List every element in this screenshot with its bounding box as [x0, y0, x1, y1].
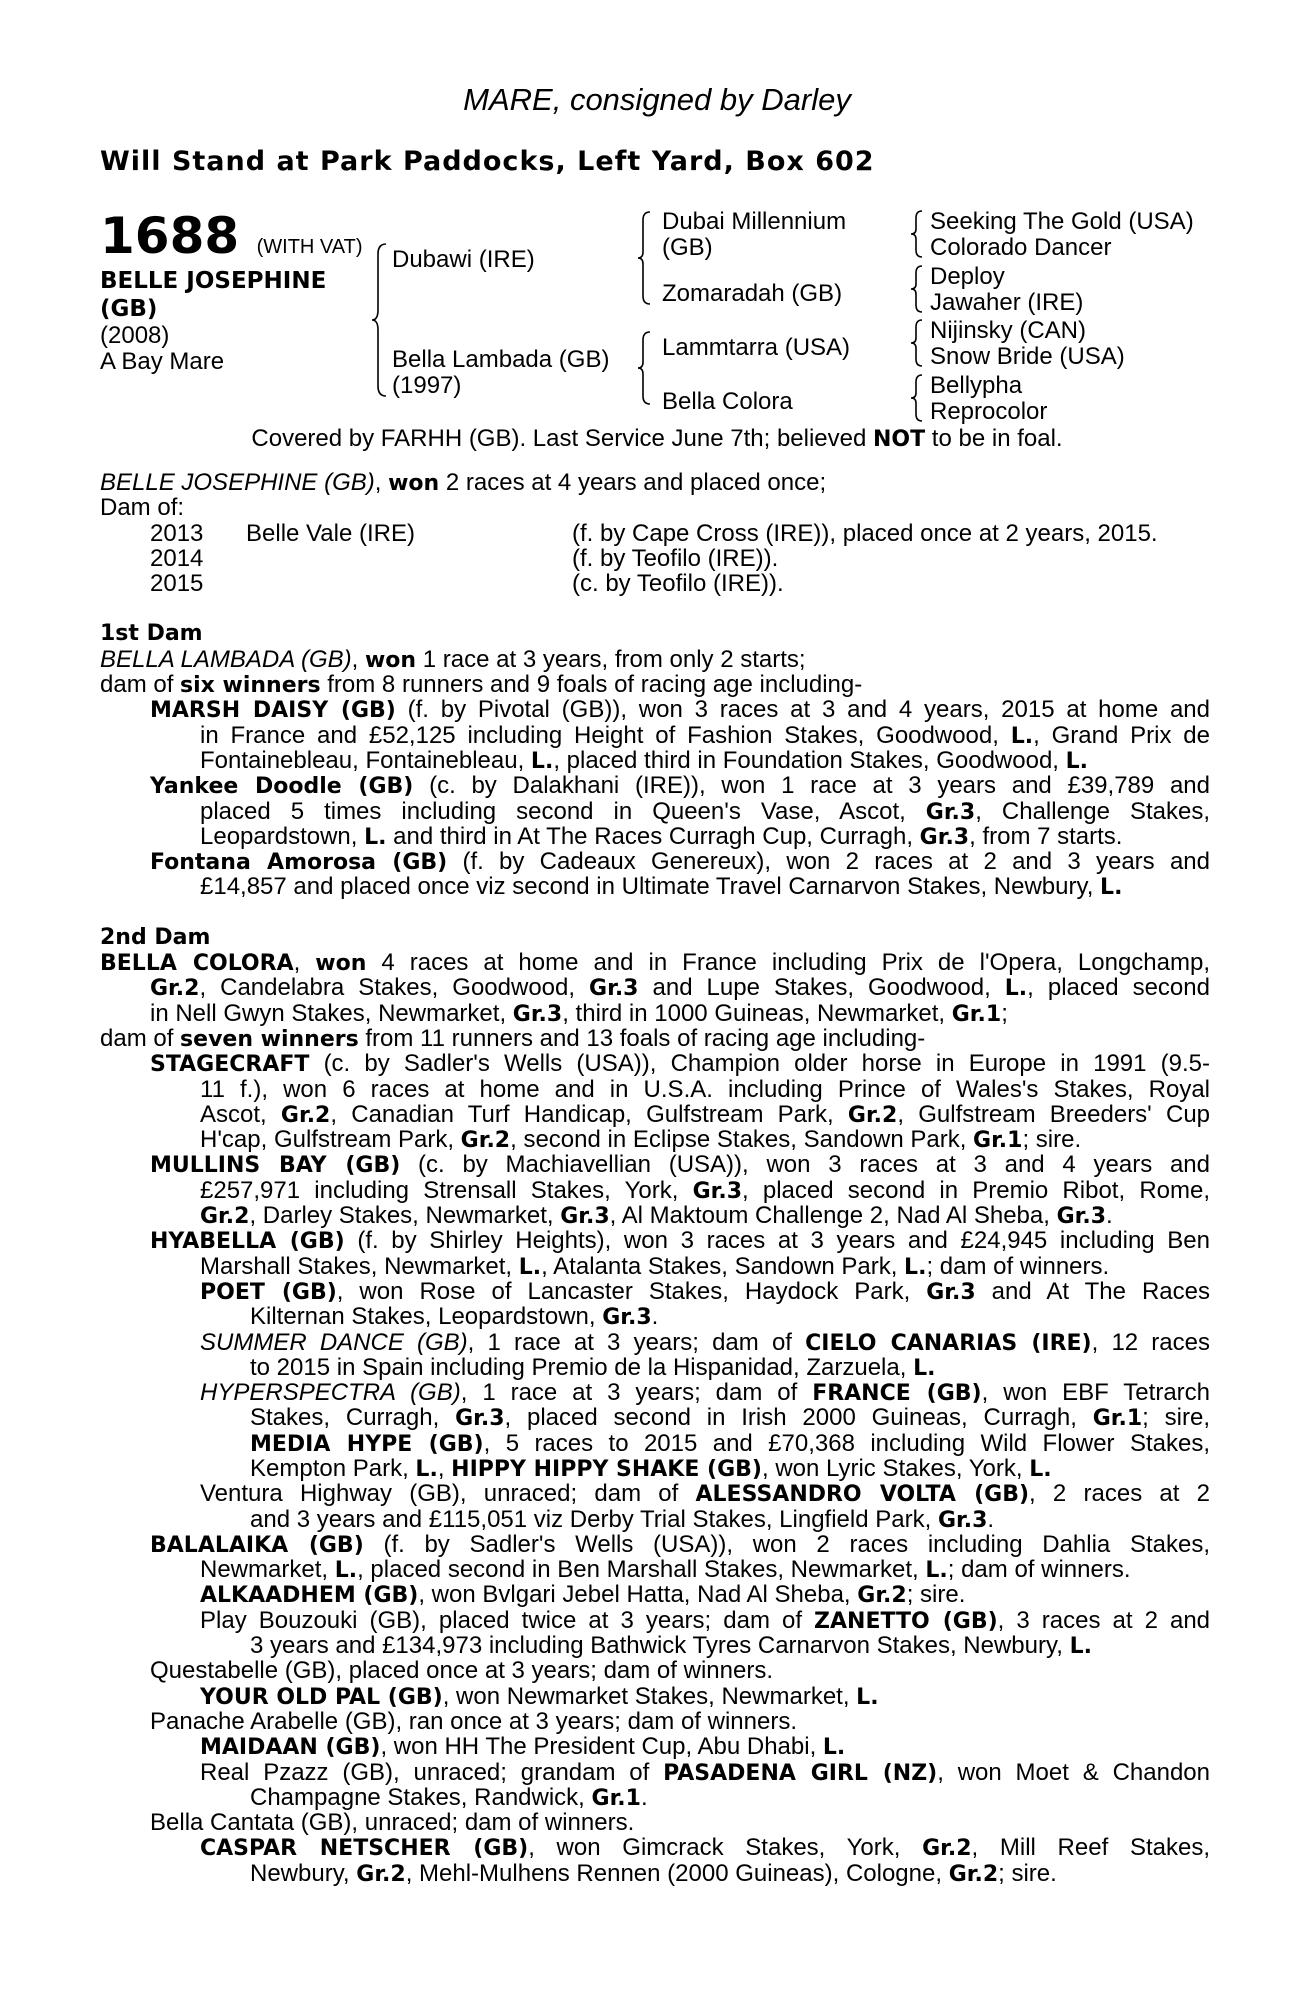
entry-text: , Mehl-Mulhens Rennen (2000 Guineas), Cologne,: [405, 1859, 949, 1887]
horse-name: POET (GB): [200, 1279, 337, 1305]
covering-text: Covered by FARHH (GB). Last Service June 7th; believed: [251, 425, 874, 452]
produce-entry-cont: [100, 1633, 1210, 1658]
pedigree-g1: Seeking The Gold (USA): [930, 208, 1194, 235]
second-dam-heading: 2nd Dam: [100, 924, 211, 950]
produce-entry: [100, 849, 1210, 874]
entry-text: 4 races at home and in France including Prix de l'Opera, Longchamp,: [366, 949, 1210, 977]
mare-record: 2 races at 4 years and placed once;: [439, 469, 827, 496]
produce-entry-cont: [100, 799, 1210, 824]
entry-text: ; sire.: [998, 1859, 1057, 1887]
sep: ,: [293, 949, 316, 977]
produce-entry-cont: [100, 1203, 1210, 1228]
first-dam-summary: [100, 647, 1210, 672]
entry-text: , 1 race at 3 years; dam of: [467, 1328, 806, 1356]
entry-text: (f. by Cadeaux Genereux), won 2 races at 2 and 3 years and: [447, 848, 1210, 876]
horse-name: ALKAADHEM (GB): [200, 1583, 419, 1609]
second-dam-name: BELLA COLORA: [100, 951, 294, 977]
entry-text: Stakes, Curragh,: [250, 1404, 456, 1432]
runners-text: from 11 runners and 13 foals of racing age including-: [358, 1024, 926, 1052]
entry-text: (c. by Dalakhani (IRE)), won 1 race at 3 years and £39,789 and: [413, 772, 1210, 800]
won-label: won: [364, 647, 417, 673]
won-label: won: [388, 471, 440, 496]
pedigree-dam-year: (1997): [392, 372, 462, 399]
entry-text: Kilternan Stakes, Leopardstown,: [250, 1303, 603, 1331]
first-dam-name: BELLA LAMBADA (GB): [100, 645, 352, 673]
entry-text: ; dam of winners.: [947, 1556, 1131, 1584]
produce-row: [100, 521, 1210, 546]
entry-text: Play Bouzouki (GB), placed twice at 3 years; dam of: [200, 1606, 815, 1634]
produce-entry: [100, 1608, 1210, 1633]
entry-text: (c. by Sadler's Wells (USA)), Champion older horse in Europe in 1991 (9.5-: [309, 1050, 1210, 1078]
horse-description: A Bay Mare: [100, 348, 225, 375]
produce-entry: [100, 1279, 1210, 1304]
entry-text: (f. by Pivotal (GB)), won 3 races at 3 and 4 years, 2015 at home and: [395, 696, 1210, 724]
entry-text: , placed second in Irish 2000 Guineas, Curragh,: [504, 1404, 1093, 1432]
pedigree-g7: Bellypha: [930, 372, 1023, 399]
grade: L.: [1100, 875, 1123, 901]
second-dam-summary-cont: [100, 1001, 1210, 1026]
second-dam-summary-cont: [100, 975, 1210, 1000]
lot-number-value: 1688: [100, 207, 240, 265]
produce-entry-cont: [100, 1127, 1210, 1152]
entry-text: ; dam of winners.: [926, 1252, 1110, 1280]
entry-text: ; sire,: [1142, 1404, 1210, 1432]
sep: ,: [351, 645, 365, 673]
covering-note: [0, 425, 1314, 454]
grade: Gr.3: [589, 976, 639, 1002]
grade: L.: [415, 1456, 438, 1482]
entry-text: , placed second: [1027, 974, 1210, 1002]
horse-name: Yankee Doodle (GB): [150, 774, 414, 800]
grade: Gr.3: [602, 1305, 652, 1331]
produce-entry-cont: [100, 874, 1210, 899]
grade: L.: [530, 748, 554, 774]
second-dam-produce: [100, 1026, 1210, 1051]
produce-entry-cont: [100, 1557, 1210, 1582]
entry-text: ,: [437, 1454, 452, 1482]
pedigree-brace-g4: [910, 372, 924, 424]
horse-name: BALALAIKA (GB): [150, 1532, 364, 1558]
entry-text: , won Bvlgari Jebel Hatta, Nad Al Sheba,: [418, 1581, 858, 1609]
covering-tail: to be in foal.: [925, 425, 1063, 452]
entry-text: Kempton Park,: [250, 1454, 416, 1482]
produce-entry: [100, 1330, 1210, 1355]
pedigree-brace-g3: [910, 317, 924, 369]
grade: Gr.1: [973, 1128, 1023, 1154]
produce-entry: Bella Cantata (GB), unraced; dam of winners.: [150, 1809, 635, 1837]
entry-text: , Darley Stakes, Newmarket,: [249, 1202, 561, 1230]
produce-entry: Questabelle (GB), placed once at 3 years; dam of winners.: [150, 1657, 773, 1685]
entry-text: , Atalanta Stakes, Sandown Park,: [541, 1252, 905, 1280]
entry-text: Newmarket,: [200, 1556, 335, 1584]
grade: L.: [913, 1355, 936, 1381]
pedigree-dam: Bella Lambada (GB): [392, 346, 610, 373]
grade: Gr.3: [925, 799, 976, 825]
horse-year: (2008): [100, 322, 170, 349]
horse-name: HIPPY HIPPY SHAKE (GB): [451, 1456, 762, 1482]
entry-text: , won Lyric Stakes, York,: [761, 1454, 1030, 1482]
produce-entry-cont: 11 f.), won 6 races at home and in U.S.A. including Prince of Wales's Stakes, Royal: [200, 1075, 1210, 1103]
horse-name: YOUR OLD PAL (GB): [200, 1684, 443, 1710]
entry-text: Fontainebleau, Fontainebleau,: [200, 746, 531, 774]
grade: Gr.3: [919, 824, 970, 850]
covering-not: NOT: [873, 427, 926, 452]
entry-text: ; sire.: [1022, 1126, 1082, 1154]
won-label: won: [315, 951, 367, 977]
grade: L.: [1029, 1456, 1052, 1482]
produce-entry: [100, 1684, 1210, 1709]
produce-year: 2014: [150, 544, 204, 572]
pedigree-g6: Snow Bride (USA): [930, 343, 1125, 370]
pedigree-brace-sire: [637, 208, 653, 308]
produce-entry-cont: [100, 1785, 1210, 1810]
entry-text: , Candelabra Stakes, Goodwood,: [199, 974, 590, 1002]
entry-text: , from 7 starts.: [969, 822, 1123, 850]
horse-name: SUMMER DANCE (GB): [200, 1328, 468, 1356]
produce-entry-cont: [100, 1431, 1210, 1456]
entry-text: , won Moet & Chandon: [937, 1758, 1210, 1786]
entry-text: .: [640, 1783, 648, 1811]
horse-name: MARSH DAISY (GB): [150, 698, 396, 724]
horse-name: STAGECRAFT: [150, 1052, 310, 1078]
produce-entry-cont: [100, 1102, 1210, 1127]
entry-text: in France and £52,125 including Height of Fashion Stakes, Goodwood,: [200, 721, 1011, 749]
entry-text: and 3 years and £115,051 viz Derby Trial Stakes, Lingfield Park,: [250, 1505, 938, 1533]
horse-name: ZANETTO (GB): [814, 1608, 998, 1634]
grade: Gr.3: [937, 1507, 988, 1533]
entry-text: Ascot,: [200, 1100, 281, 1128]
grade: Gr.2: [356, 1861, 406, 1887]
pedigree-brace-dam: [637, 328, 653, 408]
grade: L.: [1069, 1634, 1092, 1660]
catalogue-body: [100, 470, 1210, 1886]
entry-text: £14,857 and placed once viz second in Ultimate Travel Carnarvon Stakes, Newbury,: [200, 873, 1101, 901]
produce-entry-cont: [100, 1178, 1210, 1203]
winners-count: seven winners: [180, 1026, 359, 1052]
pedigree-brace-main: [370, 240, 390, 400]
entry-text: (f. by Shirley Heights), won 3 races at 3 years and £24,945 including Ben: [344, 1227, 1210, 1255]
grade: L.: [1010, 723, 1034, 749]
entry-text: , 12 races: [1091, 1328, 1210, 1356]
entry-text: , second in Eclipse Stakes, Sandown Park,: [510, 1126, 974, 1154]
produce-entry: [100, 1760, 1210, 1785]
entry-text: ; sire.: [906, 1581, 966, 1609]
produce-entry: [100, 1152, 1210, 1177]
entry-text: , 2 races at 2: [1029, 1480, 1210, 1508]
pedigree-dam-sire: Lammtarra (USA): [662, 334, 851, 361]
first-dam-produce: [100, 672, 1210, 697]
horse-name: MULLINS BAY (GB): [150, 1153, 401, 1179]
pedigree-sire-sire-country: (GB): [662, 234, 713, 261]
entry-text: , placed third in Foundation Stakes, Goodwood,: [553, 746, 1066, 774]
horse-name: CASPAR NETSCHER (GB): [200, 1836, 529, 1862]
entry-text: .: [987, 1505, 995, 1533]
entry-text: , placed second in Premio Ribot, Rome,: [742, 1176, 1211, 1204]
grade: Gr.3: [560, 1204, 610, 1230]
pedigree-brace-g1: [910, 208, 924, 260]
grade: Gr.3: [1056, 1204, 1107, 1230]
entry-text: Ventura Highway (GB), unraced; dam of: [200, 1480, 696, 1508]
produce-entry-cont: [100, 1507, 1210, 1532]
horse-name: HYPERSPECTRA (GB): [200, 1379, 461, 1407]
second-dam-summary: [100, 950, 1210, 975]
grade: Gr.2: [150, 976, 200, 1002]
entry-text: , won Rose of Lancaster Stakes, Haydock Park,: [336, 1277, 927, 1305]
pedigree-g8: Reprocolor: [930, 398, 1048, 425]
grade: Gr.3: [512, 1001, 563, 1027]
first-dam-record: 1 race at 3 years, from only 2 starts;: [416, 645, 806, 673]
horse-name: ALESSANDRO VOLTA (GB): [695, 1482, 1030, 1508]
entry-text: H'cap, Gulfstream Park,: [200, 1126, 461, 1154]
horse-name: CIELO CANARIAS (IRE): [805, 1330, 1092, 1356]
grade: Gr.2: [280, 1102, 331, 1128]
horse-name: Fontana Amorosa (GB): [150, 850, 448, 876]
pedigree-g3: Deploy: [930, 263, 1005, 290]
grade: L.: [518, 1254, 542, 1280]
vat-note: (WITH VAT): [256, 236, 363, 258]
entry-text: (f. by Sadler's Wells (USA)), won 2 races including Dahlia Stakes,: [363, 1530, 1211, 1558]
entry-text: , 3 races at 2 and: [997, 1606, 1211, 1634]
grade: L.: [364, 824, 387, 850]
grade: L.: [904, 1254, 927, 1280]
page-title: MARE, consigned by Darley: [463, 82, 851, 117]
stand-location: Will Stand at Park Paddocks, Left Yard, Box 602: [100, 146, 875, 177]
sep: ,: [374, 469, 389, 496]
horse-name: PASADENA GIRL (NZ): [663, 1760, 938, 1786]
produce-entry-cont: [100, 1456, 1210, 1481]
produce-entry: [100, 1380, 1210, 1405]
mare-summary: [100, 470, 1210, 495]
produce-detail: (f. by Cape Cross (IRE)), placed once at 2 years, 2015.: [572, 519, 1158, 547]
produce-entry-cont: [100, 1405, 1210, 1430]
produce-entry: [100, 697, 1210, 722]
grade: Gr.1: [591, 1785, 641, 1811]
pedigree-sire-dam: Zomaradah (GB): [662, 280, 843, 307]
grade: Gr.2: [200, 1204, 250, 1230]
grade: Gr.3: [455, 1406, 505, 1432]
produce-entry: [100, 1532, 1210, 1557]
produce-entry-cont: [100, 748, 1210, 773]
entry-text: , won Gimcrack Stakes, York,: [528, 1834, 923, 1862]
horse-name: BELLE JOSEPHINE: [100, 268, 327, 294]
pedigree-g2: Colorado Dancer: [930, 234, 1112, 261]
grade: Gr.2: [847, 1102, 898, 1128]
entry-text: (c. by Machiavellian (USA)), won 3 races at 3 and 4 years and: [400, 1151, 1210, 1179]
grade: Gr.2: [460, 1128, 511, 1154]
runners-text: from 8 runners and 9 foals of racing age including-: [320, 671, 863, 699]
produce-entry-cont: [100, 1254, 1210, 1279]
produce-entry: [100, 1051, 1210, 1076]
entry-text: , won EBF Tetrarch: [981, 1379, 1211, 1407]
produce-name: Belle Vale (IRE): [246, 519, 415, 547]
entry-text: ;: [1001, 999, 1008, 1027]
entry-text: in Nell Gwyn Stakes, Newmarket,: [150, 999, 513, 1027]
grade: L.: [1004, 976, 1028, 1002]
entry-text: Marshall Stakes, Newmarket,: [200, 1252, 519, 1280]
produce-entry-cont: [100, 1355, 1210, 1380]
grade: L.: [1065, 748, 1089, 774]
produce-entry: [100, 1481, 1210, 1506]
entry-text: to 2015 in Spain including Premio de la Hispanidad, Zarzuela,: [250, 1353, 914, 1381]
produce-detail: (c. by Teofilo (IRE)).: [572, 570, 784, 598]
dam-of-label: Dam of:: [100, 494, 185, 522]
produce-row: [100, 571, 1210, 596]
produce-row: [100, 546, 1210, 571]
entry-text: , 5 races to 2015 and £70,368 including Wild Flower Stakes,: [483, 1429, 1210, 1457]
dam-of-text: dam of: [100, 671, 181, 699]
entry-text: Real Pzazz (GB), unraced; grandam of: [200, 1758, 664, 1786]
produce-entry: [100, 1835, 1210, 1860]
grade: Gr.1: [1092, 1406, 1143, 1432]
grade: Gr.3: [692, 1178, 743, 1204]
produce-entry: Panache Arabelle (GB), ran once at 3 years; dam of winners.: [150, 1707, 798, 1735]
produce-entry: [100, 773, 1210, 798]
entry-text: 3 years and £134,973 including Bathwick Tyres Carnarvon Stakes, Newbury,: [250, 1632, 1070, 1660]
horse-name: FRANCE (GB): [812, 1381, 982, 1407]
horse-name: MEDIA HYPE (GB): [250, 1431, 484, 1457]
entry-text: , 1 race at 3 years; dam of: [460, 1379, 813, 1407]
produce-entry-cont: [100, 1304, 1210, 1329]
produce-entry-cont: [100, 824, 1210, 849]
produce-entry: [100, 1582, 1210, 1607]
entry-text: , third in 1000 Guineas, Newmarket,: [562, 999, 952, 1027]
produce-year: 2015: [150, 570, 204, 598]
grade: L.: [925, 1558, 948, 1584]
dam-of-text: dam of: [100, 1024, 181, 1052]
entry-text: Newbury,: [250, 1859, 357, 1887]
pedigree-brace-g2: [910, 263, 924, 315]
winners-count: six winners: [180, 673, 321, 699]
entry-text: , won HH The President Cup, Abu Dhabi,: [380, 1733, 823, 1761]
grade: L.: [334, 1558, 358, 1584]
entry-text: , Al Maktoum Challenge 2, Nad Al Sheba,: [609, 1202, 1057, 1230]
entry-text: and At The Races: [975, 1277, 1210, 1305]
grade: Gr.2: [922, 1836, 972, 1862]
entry-text: , Mill Reef Stakes,: [971, 1834, 1210, 1862]
horse-name: MAIDAAN (GB): [200, 1735, 381, 1761]
produce-detail: (f. by Teofilo (IRE)).: [572, 544, 779, 572]
entry-text: .: [651, 1303, 659, 1331]
entry-text: , won Newmarket Stakes, Newmarket,: [442, 1682, 857, 1710]
entry-text: and third in At The Races Curragh Cup, Curragh,: [386, 822, 920, 850]
pedigree-g5: Nijinsky (CAN): [930, 317, 1086, 344]
produce-entry: [100, 1228, 1210, 1253]
produce-year: 2013: [150, 519, 204, 547]
horse-name: HYABELLA (GB): [150, 1229, 345, 1255]
lot-number: [100, 208, 363, 275]
entry-text: and Lupe Stakes, Goodwood,: [638, 974, 1005, 1002]
entry-text: , Gulfstream Breeders' Cup: [897, 1100, 1211, 1128]
produce-entry: [100, 1734, 1210, 1759]
grade: L.: [822, 1735, 846, 1761]
produce-entry-cont: [100, 723, 1210, 748]
entry-text: placed 5 times including second in Queen's Vase, Ascot,: [200, 797, 926, 825]
horse-name-country: (GB): [100, 296, 158, 322]
grade: Gr.2: [948, 1861, 999, 1887]
mare-name: BELLE JOSEPHINE (GB): [100, 469, 375, 496]
grade: Gr.3: [926, 1279, 976, 1305]
pedigree-sire: Dubawi (IRE): [392, 246, 535, 273]
entry-text: , placed second in Ben Marshall Stakes, Newmarket,: [357, 1556, 926, 1584]
entry-text: , Challenge Stakes,: [975, 797, 1210, 825]
entry-text: Leopardstown,: [200, 822, 365, 850]
pedigree-sire-sire: Dubai Millennium: [662, 208, 847, 235]
entry-text: Champagne Stakes, Randwick,: [250, 1783, 592, 1811]
grade: L.: [856, 1684, 879, 1710]
entry-text: , Canadian Turf Handicap, Gulfstream Park,: [330, 1100, 848, 1128]
entry-text: , Grand Prix de: [1033, 721, 1210, 749]
pedigree-g4: Jawaher (IRE): [930, 289, 1084, 316]
pedigree-dam-dam: Bella Colora: [662, 388, 793, 415]
entry-text: .: [1106, 1202, 1113, 1230]
grade: Gr.2: [857, 1583, 907, 1609]
entry-text: £257,971 including Strensall Stakes, York,: [200, 1176, 693, 1204]
first-dam-heading: 1st Dam: [100, 621, 203, 647]
grade: Gr.1: [951, 1001, 1002, 1027]
produce-entry-cont: [100, 1861, 1210, 1886]
